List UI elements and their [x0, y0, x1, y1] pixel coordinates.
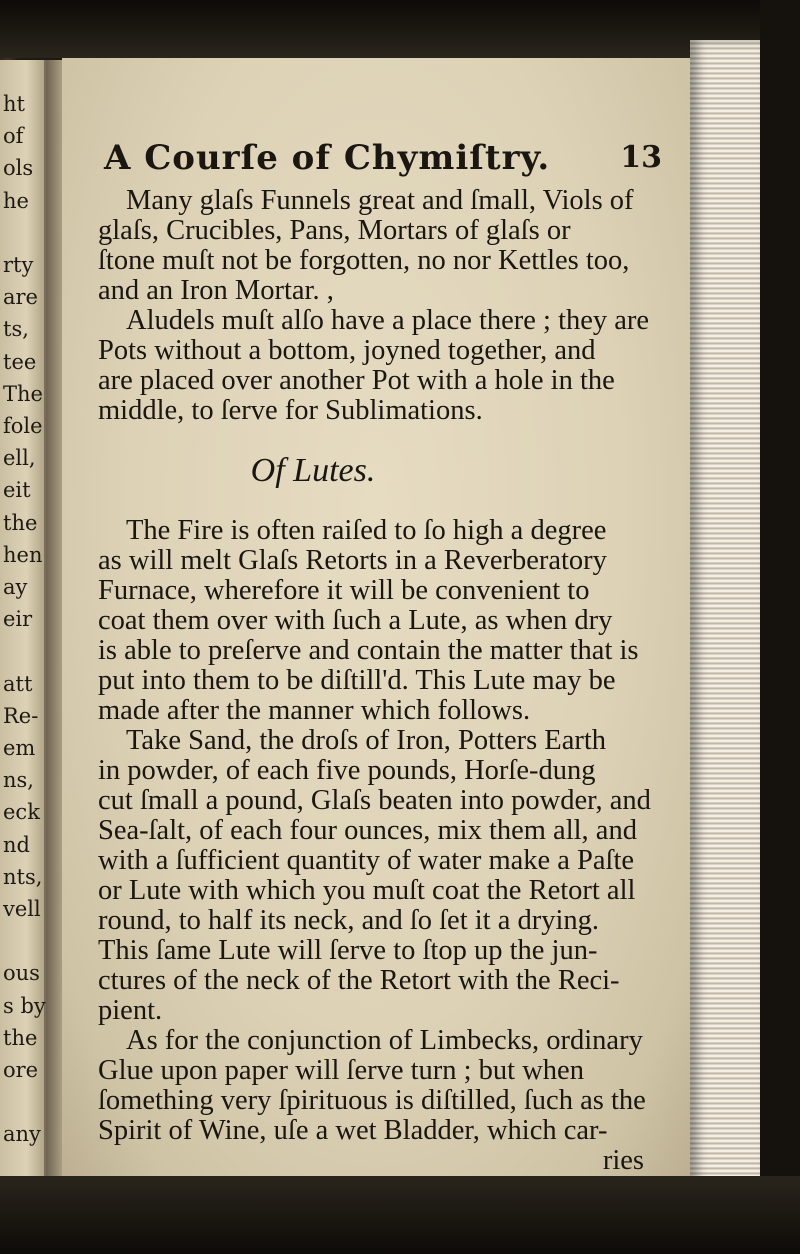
facing-page-fragment: eir [3, 607, 33, 632]
catchword: ries [602, 1145, 644, 1176]
text-line: with a ſufficient quantity of water make a Paſte [98, 845, 635, 876]
facing-page-fragment: ts, [3, 317, 29, 342]
scan-top-border [0, 0, 800, 58]
facing-page-fragment: The [3, 381, 43, 406]
facing-page-fragment: the [3, 510, 38, 535]
page-body [98, 186, 668, 1176]
facing-page-fragment: he [3, 188, 29, 213]
text-line: ctures of the neck of the Retort with the Reci- [98, 965, 620, 996]
text-line: Many glaſs Funnels great and ſmall, Viols of [126, 185, 634, 216]
text-line: The Fire is often raiſed to ſo high a degree [126, 515, 607, 546]
text-line: put into them to be diſtill'd. This Lute may be [98, 665, 616, 696]
facing-page-fragment: eit [3, 478, 31, 503]
text-line: ſomething very ſpirituous is diſtilled, ſuch as the [98, 1085, 646, 1116]
facing-page-fragment: s by [3, 993, 46, 1018]
book-page [62, 58, 690, 1176]
text-line: coat them over with ſuch a Lute, as when dry [98, 605, 613, 636]
facing-page-fragment: Re- [3, 703, 39, 728]
text-line: ſtone muſt not be forgotten, no nor Kettles too, [98, 245, 630, 276]
facing-page-edge [0, 60, 46, 1180]
facing-page-fragment: hen [3, 542, 43, 567]
facing-page-fragment: ht [3, 92, 25, 116]
text-line: Furnace, wherefore it will be convenient to [98, 575, 590, 606]
page-stack-edge [690, 40, 760, 1190]
facing-page-fragment: tee [3, 349, 37, 374]
text-line: or Lute with which you muſt coat the Retort all [98, 875, 636, 906]
facing-page-fragment: rty [3, 253, 34, 277]
text-line: is able to preſerve and contain the matter that is [98, 635, 639, 666]
text-line: As for the conjunction of Limbecks, ordinary [126, 1025, 643, 1056]
running-head [90, 138, 662, 186]
text-line: in powder, of each five pounds, Horſe-dung [98, 755, 596, 786]
facing-page-fragment: of [3, 124, 24, 149]
facing-page-fragment: em [3, 736, 36, 760]
facing-page-fragment: ay [3, 575, 28, 599]
text-line: This ſame Lute will ſerve to ſtop up the jun- [98, 935, 598, 966]
facing-page-fragment: vell [3, 897, 41, 921]
text-line: and an Iron Mortar. , [98, 275, 334, 306]
facing-page-fragment: any [3, 1122, 41, 1147]
facing-page-fragment: are [3, 285, 38, 310]
text-line: round, to half its neck, and ſo ſet it a drying. [98, 905, 600, 936]
facing-page-fragment: att [3, 671, 33, 696]
page-number: 13 [620, 140, 662, 175]
text-line: as will melt Glaſs Retorts in a Reverberatory [98, 545, 607, 576]
facing-page-fragment: eck [3, 800, 40, 825]
text-line: pient. [98, 995, 163, 1026]
text-line: Spirit of Wine, uſe a wet Bladder, which car- [98, 1115, 608, 1146]
text-line: Glue upon paper will ſerve turn ; but when [98, 1055, 584, 1086]
facing-page-fragment: fole [3, 414, 43, 438]
facing-page-fragment: ore [3, 1058, 39, 1082]
facing-page-fragment: ell, [3, 446, 36, 471]
facing-page-fragment: ols [3, 156, 34, 181]
text-line: Take Sand, the droſs of Iron, Potters Earth [126, 725, 607, 756]
text-line: glaſs, Crucibles, Pans, Mortars of glaſs or [98, 215, 571, 246]
text-line: made after the manner which follows. [98, 695, 531, 726]
text-line: cut ſmall a pound, Glaſs beaten into powder, and [98, 785, 651, 816]
text-line: Pots without a bottom, joyned together, and [98, 335, 596, 366]
text-line: Sea-ſalt, of each four ounces, mix them all, and [98, 815, 637, 846]
facing-page-fragment: ous [3, 961, 40, 986]
text-line: middle, to ſerve for Sublimations. [98, 395, 483, 426]
text-line: are placed over another Pot with a hole in the [98, 365, 615, 396]
running-title: A Courſe of Chymiſtry. [104, 138, 551, 178]
text-line: Aludels muſt alſo have a place there ; they are [126, 305, 650, 336]
facing-page-fragment: nts, [3, 864, 43, 889]
section-heading: Of Lutes. [250, 452, 376, 489]
facing-page-fragment: nd [3, 832, 30, 857]
facing-page-fragment: the [3, 1025, 38, 1050]
scan-bottom-border [0, 1176, 800, 1254]
facing-page-fragment: ns, [3, 768, 34, 793]
scan-right-border [760, 0, 800, 1254]
